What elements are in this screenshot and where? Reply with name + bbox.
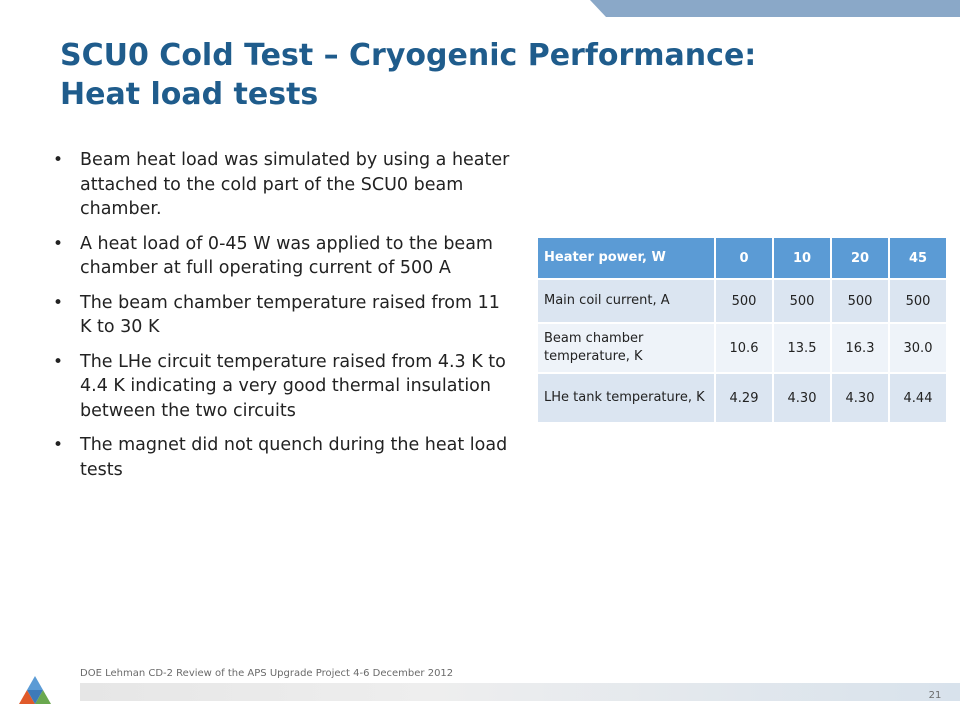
bullet-dot-icon: •: [53, 351, 64, 372]
table-row: [537, 279, 947, 323]
table-header-cell: Heater power, W: [537, 237, 715, 279]
bullet-dot-icon: •: [53, 233, 64, 254]
table-cell: 500: [831, 279, 889, 323]
bullet-item: • The LHe circuit temperature raised from 4.3 K to 4.4 K indicating a very good thermal insulation between the two circuits: [53, 351, 506, 421]
table-cell: Beam chamber temperature, K: [537, 323, 715, 373]
table-cell: 4.29: [715, 373, 773, 423]
top-accent-band: [590, 0, 960, 17]
title-line-1: SCU0 Cold Test – Cryogenic Performance:: [60, 38, 757, 73]
table-cell: 16.3: [831, 323, 889, 373]
page-number: 21: [928, 690, 942, 701]
table-cell: 4.30: [831, 373, 889, 423]
table-cell: 500: [889, 279, 947, 323]
title-line-2: Heat load tests: [60, 77, 319, 112]
footer-text: DOE Lehman CD-2 Review of the APS Upgrade Project 4-6 December 2012: [80, 668, 454, 679]
table-cell: 13.5: [773, 323, 831, 373]
table-row: [537, 323, 947, 373]
bullet-list: [50, 148, 510, 492]
bullet-item: • The magnet did not quench during the heat load tests: [53, 435, 508, 480]
bullet-dot-icon: •: [53, 292, 64, 313]
table-cell: LHe tank temperature, K: [537, 373, 715, 423]
table-header-cell: 20: [831, 237, 889, 279]
table-cell: 500: [773, 279, 831, 323]
slide-title: [60, 36, 920, 114]
table-header-cell: 0: [715, 237, 773, 279]
table-header-row: [537, 237, 947, 279]
table-cell: 4.30: [773, 373, 831, 423]
table-header-cell: 45: [889, 237, 947, 279]
bullet-item: • Beam heat load was simulated by using a heater attached to the cold part of the SCU0 beam chamber.: [53, 150, 510, 219]
table-row: [537, 373, 947, 423]
argonne-triangle-logo-icon: [10, 660, 60, 716]
bullet-dot-icon: •: [53, 150, 64, 170]
table-cell: 4.44: [889, 373, 947, 423]
table-cell: 500: [715, 279, 773, 323]
bullet-item: • The beam chamber temperature raised from 11 K to 30 K: [53, 292, 500, 337]
bullet-dot-icon: •: [53, 435, 64, 455]
table-cell: Main coil current, A: [537, 279, 715, 323]
table-cell: 10.6: [715, 323, 773, 373]
heat-load-table: [536, 236, 948, 424]
footer-bar: [80, 683, 960, 701]
table-cell: 30.0: [889, 323, 947, 373]
table-header-cell: 10: [773, 237, 831, 279]
bullet-item: • A heat load of 0-45 W was applied to the beam chamber at full operating current of 500 A: [53, 233, 493, 278]
